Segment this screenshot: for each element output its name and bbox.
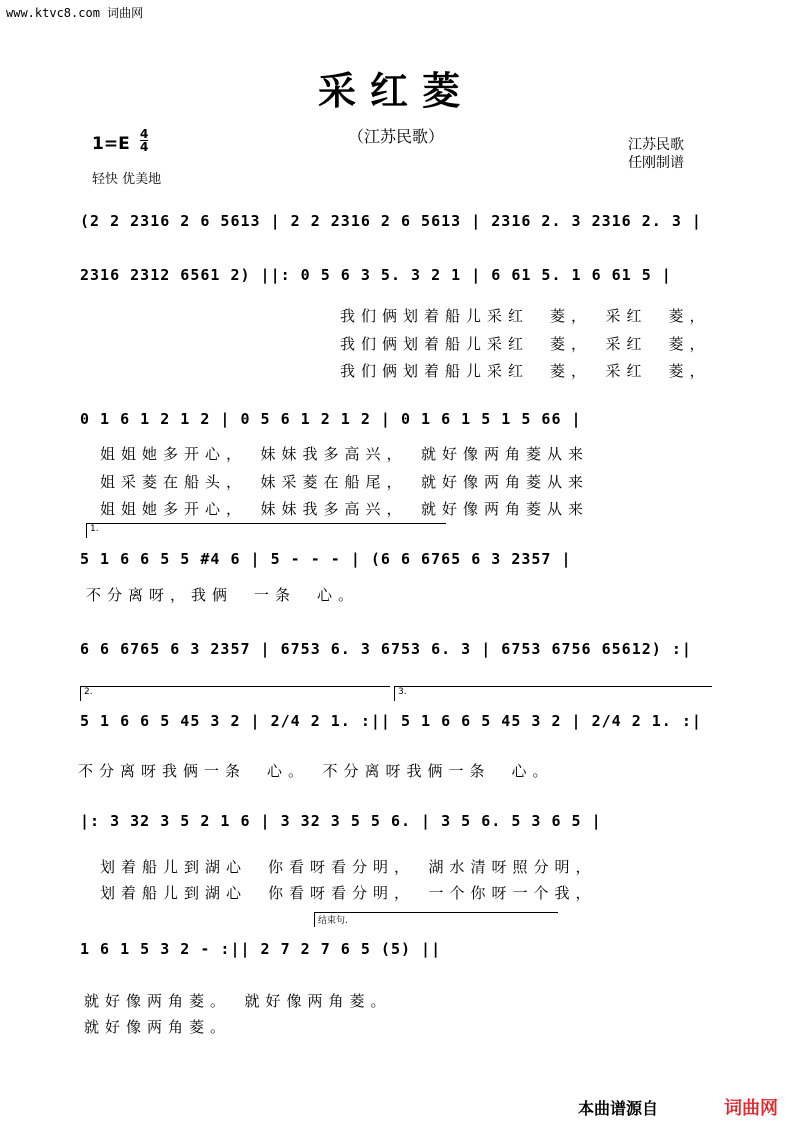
lyric-line-5: 姐采菱在船头， 妹采菱在船尾， 就好像两角菱从来: [100, 473, 590, 491]
volta-bracket-2: 2.: [80, 686, 390, 701]
lyric-line-11: 就好像两角菱。 就好像两角菱。: [84, 992, 392, 1010]
notation-line-8: 1 6 1 5 3 2 - :|| 2 7 2 7 6 5 (5) ||: [80, 940, 442, 958]
tempo-marking: 轻快 优美地: [92, 172, 162, 187]
notation-line-4: 5 1 6 6 5 5 #4 6 | 5 - - - | (6 6 6765 6 3 2357 |: [80, 550, 572, 568]
song-title: 采红菱: [317, 68, 474, 113]
time-signature: [140, 128, 148, 153]
credit-arranger: 任刚制谱: [628, 155, 684, 171]
volta-bracket-1: 1.: [86, 523, 446, 538]
footer-source-label: 本曲谱源自: [578, 1099, 659, 1118]
song-subtitle: （江苏民歌）: [347, 127, 444, 146]
lyric-line-10: 划着船儿到湖心 你看呀看分明， 一个你呀一个我，: [100, 884, 597, 902]
lyric-line-8: 不分离呀我俩一条 心。 不分离呀我俩一条 心。: [78, 762, 554, 780]
footer-site-logo[interactable]: 词曲网: [724, 1098, 778, 1119]
volta-bracket-ending: 结束句.: [314, 912, 558, 927]
lyric-line-6: 姐姐她多开心， 妹妹我多高兴， 就好像两角菱从来: [100, 500, 590, 518]
notation-line-5: 6 6 6765 6 3 2357 | 6753 6. 3 6753 6. 3 | 6753 6756 65612) :|: [80, 640, 692, 658]
notation-line-2: 2316 2312 6561 2) ||: 0 5 6 3 5. 3 2 1 | 6 61 5. 1 6 61 5 |: [80, 266, 672, 284]
credit-origin: 江苏民歌: [628, 137, 684, 153]
time-top: 4: [140, 127, 149, 141]
lyric-line-9: 划着船儿到湖心 你看呀看分明， 湖水清呀照分明，: [100, 858, 597, 876]
notation-line-7: |: 3 32 3 5 2 1 6 | 3 32 3 5 5 6. | 3 5 6. 5 3 6 5 |: [80, 812, 602, 830]
time-bottom: 4: [140, 140, 149, 154]
lyric-line-4: 姐姐她多开心， 妹妹我多高兴， 就好像两角菱从来: [100, 445, 590, 463]
notation-line-1: (2 2 2316 2 6 5613 | 2 2 2316 2 6 5613 | 2316 2. 3 2316 2. 3 |: [80, 212, 702, 230]
site-url[interactable]: www.ktvc8.com 词曲网: [6, 6, 144, 20]
lyric-line-2: 我们俩划着船儿采红 菱， 采红 菱，: [340, 335, 711, 353]
credits: [628, 136, 684, 172]
notation-line-6: 5 1 6 6 5 45 3 2 | 2/4 2 1. :|| 5 1 6 6 5 45 3 2 | 2/4 2 1. :|: [80, 712, 702, 730]
lyric-line-7: 不分离呀，我俩 一条 心。: [86, 586, 360, 604]
key-signature: 1=E: [92, 134, 130, 154]
volta-bracket-3: 3.: [394, 686, 712, 701]
notation-line-3: 0 1 6 1 2 1 2 | 0 5 6 1 2 1 2 | 0 1 6 1 5 1 5 66 |: [80, 410, 582, 428]
lyric-line-3: 我们俩划着船儿采红 菱， 采红 菱，: [340, 362, 711, 380]
lyric-line-1: 我们俩划着船儿采红 菱， 采红 菱，: [340, 307, 711, 325]
lyric-line-12: 就好像两角菱。: [84, 1018, 232, 1036]
